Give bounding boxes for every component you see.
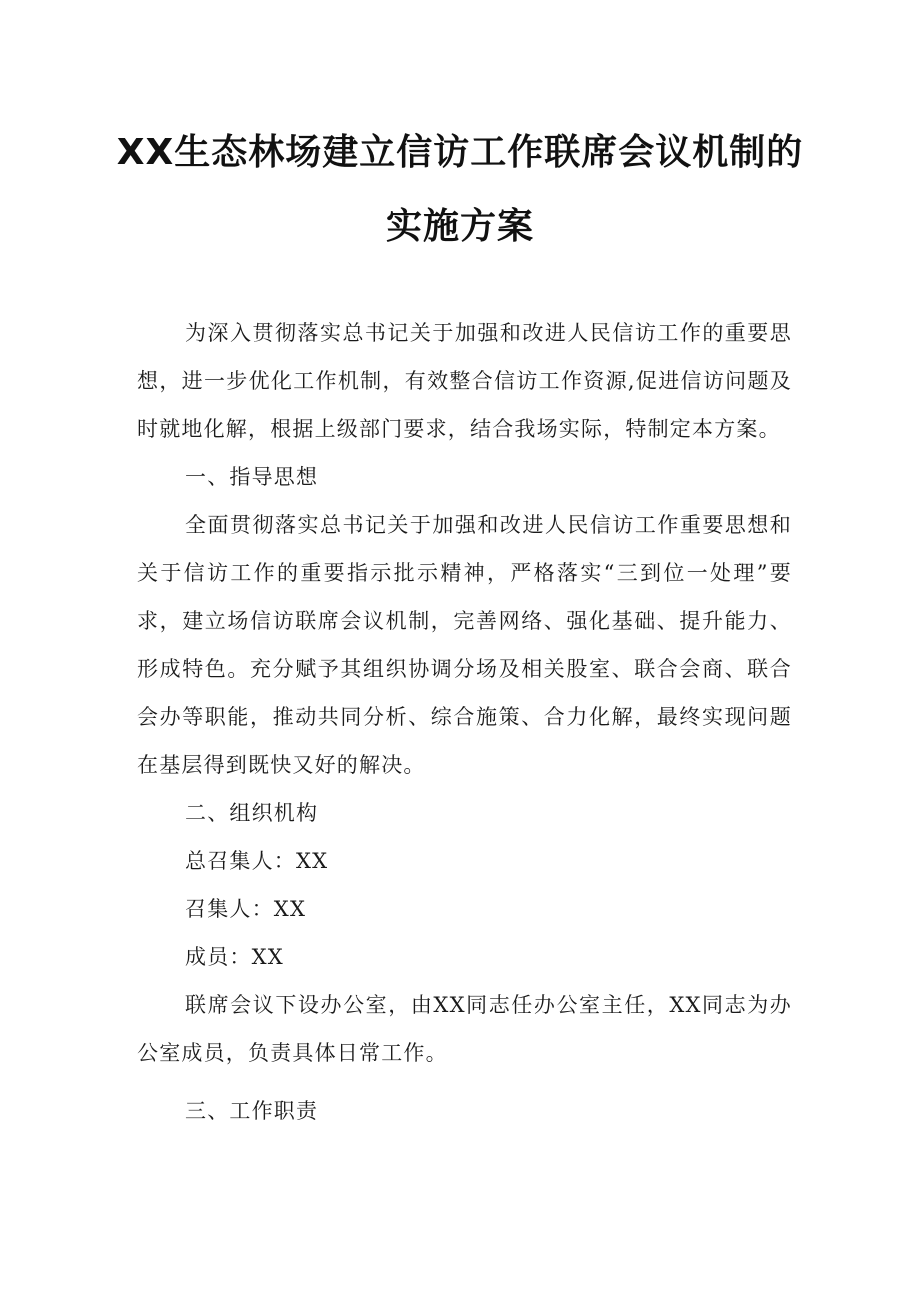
office-paragraph: 联席会议下设办公室，由XX同志任办公室主任，XX同志为办公室成员，负责具体日常工作。	[137, 993, 792, 1065]
section-heading-guiding-ideology: 一、指导思想	[185, 465, 319, 489]
document-title-line-1: XX生态林场建立信访工作联席会议机制的	[116, 132, 804, 173]
section-spacer	[137, 1077, 792, 1087]
document-title-line-2: 实施方案	[385, 206, 534, 247]
members-line: 成员：XX	[185, 945, 284, 969]
section-heading-responsibilities: 三、工作职责	[185, 1099, 319, 1123]
intro-paragraph: 为深入贯彻落实总书记关于加强和改进人民信访工作的重要思想，进一步优化工作机制，有效整合信访工作资源,促进信访问题及时就地化解，根据上级部门要求，结合我场实际，特制定本方案。	[137, 321, 792, 441]
convener-line: 召集人：XX	[185, 897, 307, 921]
chief-convener-line: 总召集人：XX	[185, 849, 329, 873]
guiding-ideology-paragraph: 全面贯彻落实总书记关于加强和改进人民信访工作重要思想和关于信访工作的重要指示批示精神，严格落实“三到位一处理”要求，建立场信访联席会议机制，完善网络、强化基础、提升能力、形成特色。充分赋予其组织协调分场及相关股室、联合会商、联合会办等职能，推动共同分析、综合施策、合力化解，最终实现问题在基层得到既快又好的解决。	[137, 513, 792, 777]
section-heading-organization: 二、组织机构	[185, 801, 319, 825]
document-body	[137, 309, 792, 1135]
